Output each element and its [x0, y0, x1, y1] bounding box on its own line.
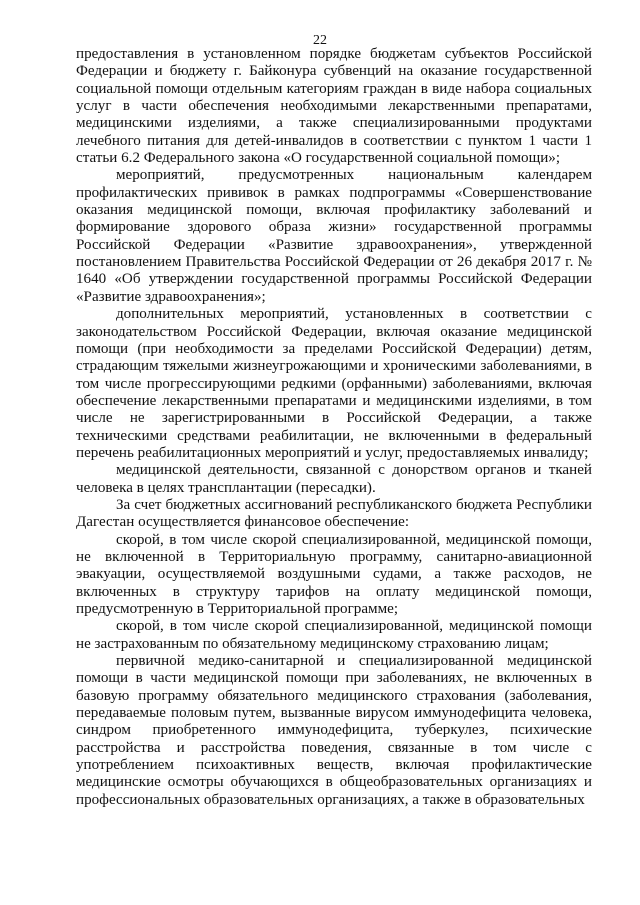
paragraph: мероприятий, предусмотренных национальным календарем профилактических прививок в рамках подпрограммы «Совершенствование оказания медицинской помощи, включая профилактику заболеваний и формирование здорового образа жизни» государственной программы Российской Федерации «Развитие здравоохранения», утвержденной постановлением Правительства Российской Федерации от 26 декабря 2017 г. № 1640 «Об утверждении государственной программы Российской Федерации «Развитие здравоохранения»; [76, 167, 592, 305]
page-number: 22 [313, 33, 327, 48]
paragraph: За счет бюджетных ассигнований республиканского бюджета Республики Дагестан осуществляется финансовое обеспечение: [76, 496, 592, 531]
paragraph: скорой, в том числе скорой специализированной, медицинской помощи не застрахованным по обязательному медицинскому страхованию лицам; [76, 618, 592, 652]
paragraph: первичной медико-санитарной и специализированной медицинской помощи в части медицинской помощи при заболеваниях, не включенных в базовую программу обязательного медицинского страхования (заболевания, передаваемые половым путем, вызванные вирусом иммунодефицита человека, синдром приобретенного иммунодефицита, туберкулез, психические расстройства и расстройства поведения, связанные в том числе с употреблением психоактивных веществ, включая профилактические медицинские осмотры обучающихся в общеобразовательных организациях и профессиональных образовательных организациях, а также в образовательных [76, 653, 592, 808]
paragraph: дополнительных мероприятий, установленных в соответствии с законодательством Российской Федерации, включая оказание медицинской помощи (при необходимости за пределами Российской Федерации) детям, страдающим тяжелыми жизнеугрожающими и хроническими заболеваниями, в том числе прогрессирующими редкими (орфанными) заболеваниями, включая обеспечение лекарственными препаратами и медицинскими изделиями, в том числе не зарегистрированными в Российской Федерации, а также техническими средствами реабилитации, не включенными в федеральный перечень реабилитационных мероприятий и услуг, предоставляемых инвалиду; [76, 306, 592, 461]
paragraph: предоставления в установленном порядке бюджетам субъектов Российской Федерации и бюджету г. Байконура субвенций на оказание государственной социальной помощи отдельным категориям граждан в виде набора социальных услуг в части обеспечения необходимыми лекарственными препаратами, медицинскими изделиями, а также специализированными продуктами лечебного питания для детей-инвалидов в соответствии с пунктом 1 части 1 статьи 6.2 Федерального закона «О государственной социальной помощи»; [76, 46, 592, 167]
paragraph: медицинской деятельности, связанной с донорством органов и тканей человека в целях трансплантации (пересадки). [76, 462, 592, 496]
paragraph: скорой, в том числе скорой специализированной, медицинской помощи, не включенной в Территориальную программу, санитарно-авиационной эвакуации, осуществляемой воздушными судами, а также расходов, не включенных в структуру тарифов на оплату медицинской помощи, предусмотренную в Территориальной программе; [76, 531, 592, 617]
body-text [76, 46, 592, 809]
